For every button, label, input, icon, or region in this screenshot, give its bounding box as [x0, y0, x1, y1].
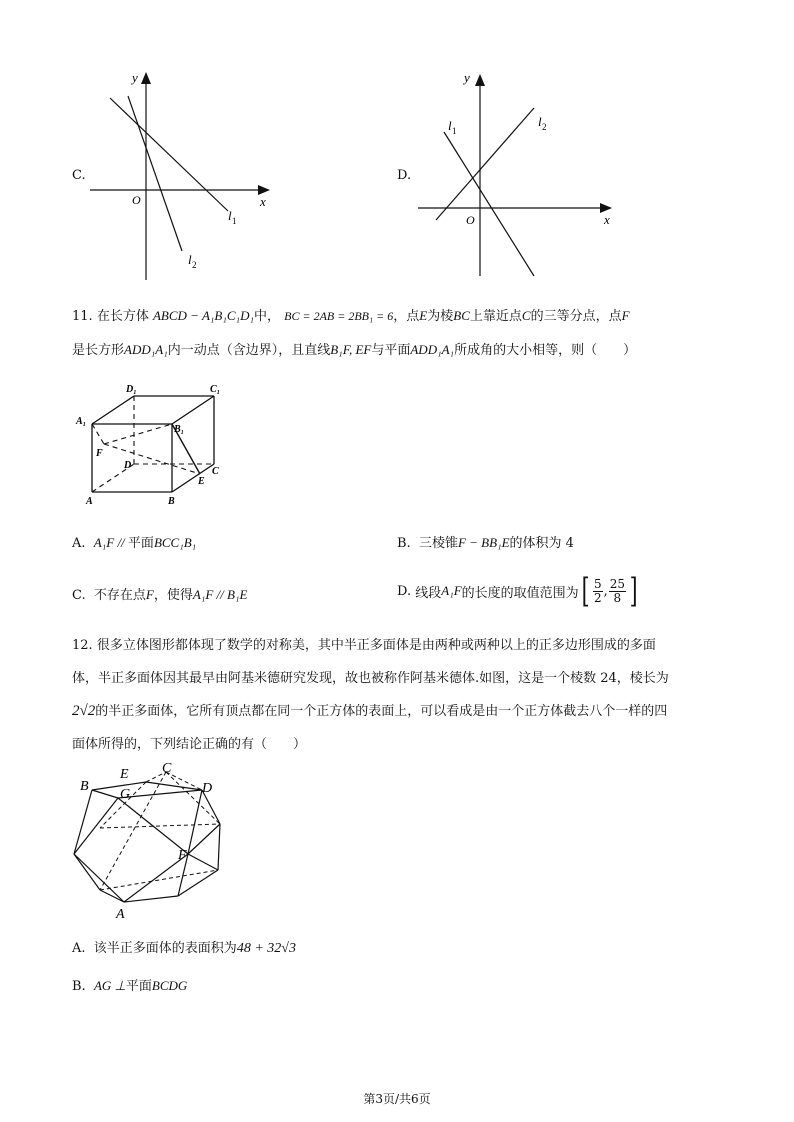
q11-math: B₁F, EF: [330, 342, 372, 357]
q11-text: 与平面: [371, 343, 411, 358]
edge-mid-hidden: [100, 824, 220, 828]
edge-A1D1: [92, 396, 134, 424]
option-label: A.: [72, 941, 86, 956]
option-text: 平面: [125, 979, 152, 994]
d-y-arrow: [475, 74, 485, 86]
fraction-upper: $\frac{25}{8}$: [609, 576, 625, 605]
polyhedron-figure: [70, 758, 230, 923]
q11-text: 为棱: [427, 309, 454, 324]
c-y-arrow: [141, 72, 151, 84]
q11-text: 是长方形: [72, 343, 125, 358]
option-label: B.: [72, 979, 86, 994]
q11-math: ABCD − A₁B₁C₁D₁: [152, 308, 254, 323]
d-l1-label: l: [448, 118, 452, 133]
poly-label-E: E: [120, 767, 129, 782]
option-c-graph: [88, 68, 278, 283]
d-line-l1: [444, 132, 534, 276]
poly-label-F: F: [178, 848, 187, 863]
option-label: B.: [397, 536, 411, 551]
option-text: 的长度的取值范围为: [461, 585, 579, 601]
c-axis-y-label: y: [132, 70, 138, 85]
edge-A-right: [124, 896, 178, 902]
q12-math: 2√2: [72, 703, 96, 719]
edge-DF: [188, 790, 202, 854]
q11-text: 内一动点（含边界），且直线: [167, 343, 331, 358]
edge-B-left: [74, 790, 92, 854]
q12-option-a[interactable]: [72, 937, 296, 957]
option-math: 48 + 32√3: [236, 941, 296, 956]
option-math: F − BB₁E: [457, 535, 510, 550]
q12-line1: [72, 634, 656, 653]
q12-number: 12.: [72, 638, 93, 653]
option-text: 不存在点: [93, 588, 146, 603]
label-A1: A₁: [76, 416, 87, 427]
poly-label-D: D: [202, 781, 213, 796]
edge-right-low: [178, 870, 218, 896]
edge-C-down: [100, 772, 166, 890]
option-math: F: [145, 587, 154, 602]
edge-BG: [92, 790, 118, 798]
seg-A1F: [92, 424, 104, 444]
c-axis-x-label: x: [260, 194, 266, 209]
option-math: BCC₁B₁: [153, 535, 197, 550]
d-axis-x-label: x: [604, 212, 610, 227]
edge-B1C1: [172, 396, 214, 424]
q11-option-a[interactable]: [72, 532, 196, 551]
q11-option-d[interactable]: [397, 572, 640, 610]
c-l2-label: l: [188, 252, 192, 267]
option-label: A.: [72, 536, 86, 551]
q12-text: 的半正多面体，它所有顶点都在同一个正方体的表面上，可以看成是由一个正方体截去八个一样的四: [95, 704, 668, 719]
option-math: BCDG: [151, 978, 188, 993]
q12-text: 很多立体图形都体现了数学的对称美，其中半正多面体是由两种或两种以上的正多边形围成的多面: [96, 638, 656, 653]
label-E: E: [198, 476, 205, 487]
seg-FB1: [104, 424, 172, 444]
q11-text: 所成角的大小相等，则（ ）: [454, 343, 637, 358]
edge-right-F: [188, 824, 220, 854]
edge-left-A: [74, 854, 124, 902]
d-l2-label: l: [538, 114, 542, 129]
option-label: C.: [72, 588, 86, 603]
q11-text: 在长方体: [96, 309, 149, 324]
edge-right: [218, 824, 220, 870]
q11-text: 的三等分点，点: [530, 309, 622, 324]
poly-label-C: C: [162, 761, 172, 776]
option-d-label: D.: [397, 168, 412, 183]
d-l1-sub: 1: [452, 126, 457, 136]
poly-label-B: B: [80, 779, 89, 794]
edge-bottom-A: [100, 890, 124, 902]
d-l2-sub: 2: [542, 122, 547, 132]
q12-option-b[interactable]: [72, 975, 187, 994]
edge-G-left: [74, 798, 118, 854]
option-text: 三棱锥: [418, 536, 458, 551]
edge-F-right: [188, 854, 218, 870]
c-line-l2: [128, 96, 182, 251]
q12-line4: 面体所得的，下列结论正确的有（ ）: [72, 737, 307, 752]
edge-bottom-hidden: [100, 870, 218, 890]
option-d-graph: [414, 68, 619, 283]
poly-label-G: G: [120, 787, 131, 802]
q11-math: C: [521, 308, 531, 323]
label-B1: B₁: [174, 424, 185, 435]
range-interval: [ $\frac{5}{2}$ , $\frac{25}{8}$ ]: [581, 571, 638, 611]
cuboid-figure: [74, 380, 234, 510]
q11-math: ADD₁A₁: [124, 342, 168, 357]
c-l1-label: l: [228, 208, 232, 223]
label-D1: D₁: [126, 384, 137, 395]
q12-line3: [72, 700, 667, 720]
option-text: 的体积为 4: [509, 536, 574, 551]
edge-BC: [172, 464, 214, 492]
page-footer: 第3页/共6页: [363, 1092, 431, 1106]
c-l1-sub: 1: [232, 216, 237, 226]
q11-math: ADD₁A₁: [410, 342, 455, 357]
c-origin-label: O: [132, 193, 141, 207]
c-l2-sub: 2: [192, 260, 197, 270]
q11-number: 11.: [72, 309, 93, 324]
q11-line2: [72, 339, 636, 358]
option-text: 平面: [127, 536, 154, 551]
option-math: A₁F: [441, 583, 462, 598]
label-C: C: [212, 466, 219, 477]
poly-label-A: A: [116, 907, 125, 922]
label-B: B: [168, 496, 175, 507]
option-text: 该半正多面体的表面积为: [93, 941, 237, 956]
q11-math: BC = 2AB = 2BB₁ = 6: [284, 309, 394, 323]
q11-option-b[interactable]: [397, 532, 574, 551]
q11-option-c[interactable]: [72, 584, 247, 603]
option-text: ，使得: [153, 588, 193, 603]
c-line-l1: [110, 98, 228, 211]
q11-text: 中，: [253, 309, 280, 324]
option-text: 线段: [415, 585, 442, 601]
q11-text: ，点: [393, 309, 420, 324]
option-math: A₁F //: [93, 535, 128, 550]
label-A: A: [86, 496, 93, 507]
label-C1: C₁: [210, 384, 221, 395]
q11-text: 上靠近点: [469, 309, 522, 324]
d-axis-y-label: y: [464, 70, 470, 85]
q11-line1: [72, 305, 630, 324]
option-c-label: C.: [72, 168, 86, 183]
q11-math: BC: [453, 308, 470, 323]
edge-C-right: [166, 772, 220, 824]
edge-GF: [118, 798, 188, 854]
option-label: D.: [397, 583, 412, 599]
fraction-lower: $\frac{5}{2}$: [593, 576, 602, 605]
edge-left-bottom: [74, 854, 100, 890]
edge-BE: [92, 782, 146, 790]
option-math: AG ⊥: [93, 978, 126, 993]
label-D: D: [124, 460, 132, 471]
q11-math: E: [419, 308, 428, 323]
label-F: F: [96, 448, 103, 459]
option-math: A₁F // B₁E: [192, 587, 248, 602]
q12-line2: 体，半正多面体因其最早由阿基米德研究发现，故也被称作阿基米德体.如图，这是一个棱数 24，棱长为: [72, 671, 669, 686]
q11-math: F: [621, 308, 630, 323]
d-origin-label: O: [466, 213, 475, 227]
